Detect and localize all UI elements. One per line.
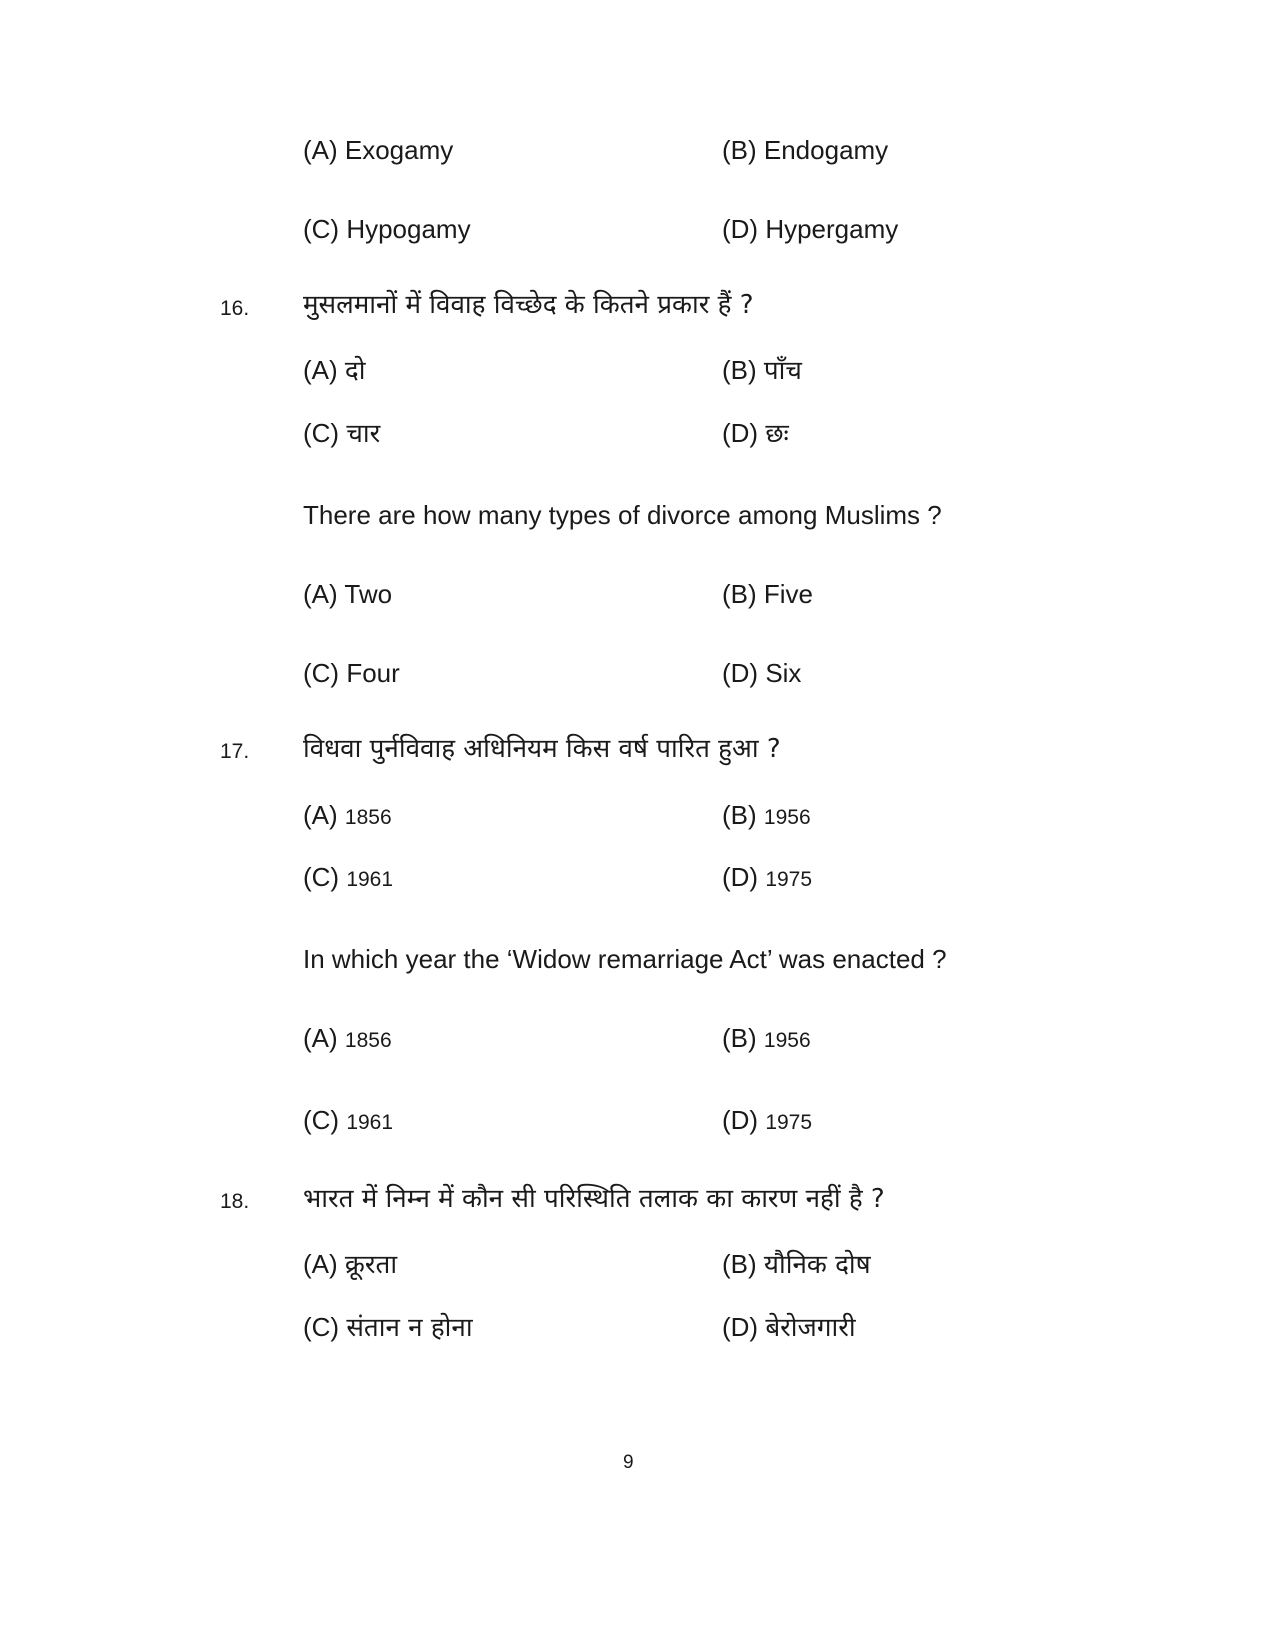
q17-hindi-option-b xyxy=(722,802,811,828)
option-label: (A) xyxy=(303,355,338,385)
page-number: 9 xyxy=(623,1452,634,1473)
option-label: (A) xyxy=(303,1249,338,1279)
q15-option-a: (A) Exogamy xyxy=(303,135,454,165)
option-label: (C) xyxy=(303,1105,340,1135)
option-label: (A) xyxy=(303,800,338,830)
q16-english-option-d: (D) Six xyxy=(722,658,802,688)
question-number-17: 17. xyxy=(220,740,250,763)
option-text: यौनिक दोष xyxy=(763,1250,871,1280)
q16-english-option-c: (C) Four xyxy=(303,658,400,688)
option-text: चार xyxy=(346,419,381,449)
q18-hindi-option-b xyxy=(722,1251,871,1278)
option-label: (C) xyxy=(303,1312,340,1342)
q17-english-option-b xyxy=(722,1025,811,1051)
option-text: क्रूरता xyxy=(344,1250,398,1280)
q15-option-c: (C) Hypogamy xyxy=(303,214,471,244)
option-label: (C) xyxy=(303,418,340,448)
option-text: 1961 xyxy=(346,1111,394,1134)
q17-hindi-option-a xyxy=(303,802,392,828)
q17-english-option-c xyxy=(303,1107,393,1133)
question-number-16: 16. xyxy=(220,297,250,320)
q17-english-option-a xyxy=(303,1025,392,1051)
q16-english-option-a: (A) Two xyxy=(303,579,393,609)
option-label: (B) xyxy=(722,355,757,385)
option-label: (D) xyxy=(722,1105,759,1135)
option-text: 1956 xyxy=(763,1029,811,1052)
question-16-english: There are how many types of divorce among Muslims ? xyxy=(303,500,942,530)
option-text: 1975 xyxy=(765,1111,813,1134)
question-18-hindi: भारत में निम्न में कौन सी परिस्थिति तलाक का कारण नहीं है ? xyxy=(303,1184,885,1214)
option-text: 1961 xyxy=(346,868,394,891)
q18-hindi-option-d xyxy=(722,1314,856,1341)
question-16-hindi: मुसलमानों में विवाह विच्छेद के कितने प्रकार हैं ? xyxy=(303,290,754,320)
option-text: छः xyxy=(765,419,789,449)
q15-option-b: (B) Endogamy xyxy=(722,135,889,165)
option-text: 1975 xyxy=(765,868,813,891)
q18-hindi-option-c xyxy=(303,1314,473,1341)
option-label: (A) xyxy=(303,1023,338,1053)
question-number-18: 18. xyxy=(220,1190,250,1213)
option-text: पाँच xyxy=(763,356,802,386)
option-label: (B) xyxy=(722,800,757,830)
q16-hindi-option-b xyxy=(722,357,802,384)
option-label: (D) xyxy=(722,1312,759,1342)
q18-hindi-option-a xyxy=(303,1251,397,1278)
option-label: (C) xyxy=(303,862,340,892)
option-text: बेरोजगारी xyxy=(765,1313,856,1343)
option-text: 1856 xyxy=(344,806,392,829)
option-label: (D) xyxy=(722,862,759,892)
q15-option-d: (D) Hypergamy xyxy=(722,214,899,244)
q16-english-option-b: (B) Five xyxy=(722,579,813,609)
q17-hindi-option-d xyxy=(722,864,812,890)
option-text: दो xyxy=(344,356,366,386)
q16-hindi-option-c xyxy=(303,420,380,447)
q16-hindi-option-a xyxy=(303,357,365,384)
q17-hindi-option-c xyxy=(303,864,393,890)
option-text: 1956 xyxy=(763,806,811,829)
option-label: (D) xyxy=(722,418,759,448)
question-17-english: In which year the ‘Widow remarriage Act’ was enacted ? xyxy=(303,944,947,974)
q16-hindi-option-d xyxy=(722,420,789,447)
option-text: संतान न होना xyxy=(346,1313,473,1343)
question-17-hindi: विधवा पुर्नविवाह अधिनियम किस वर्ष पारित हुआ ? xyxy=(303,734,781,764)
option-label: (B) xyxy=(722,1249,757,1279)
q17-english-option-d xyxy=(722,1107,812,1133)
option-text: 1856 xyxy=(344,1029,392,1052)
option-label: (B) xyxy=(722,1023,757,1053)
